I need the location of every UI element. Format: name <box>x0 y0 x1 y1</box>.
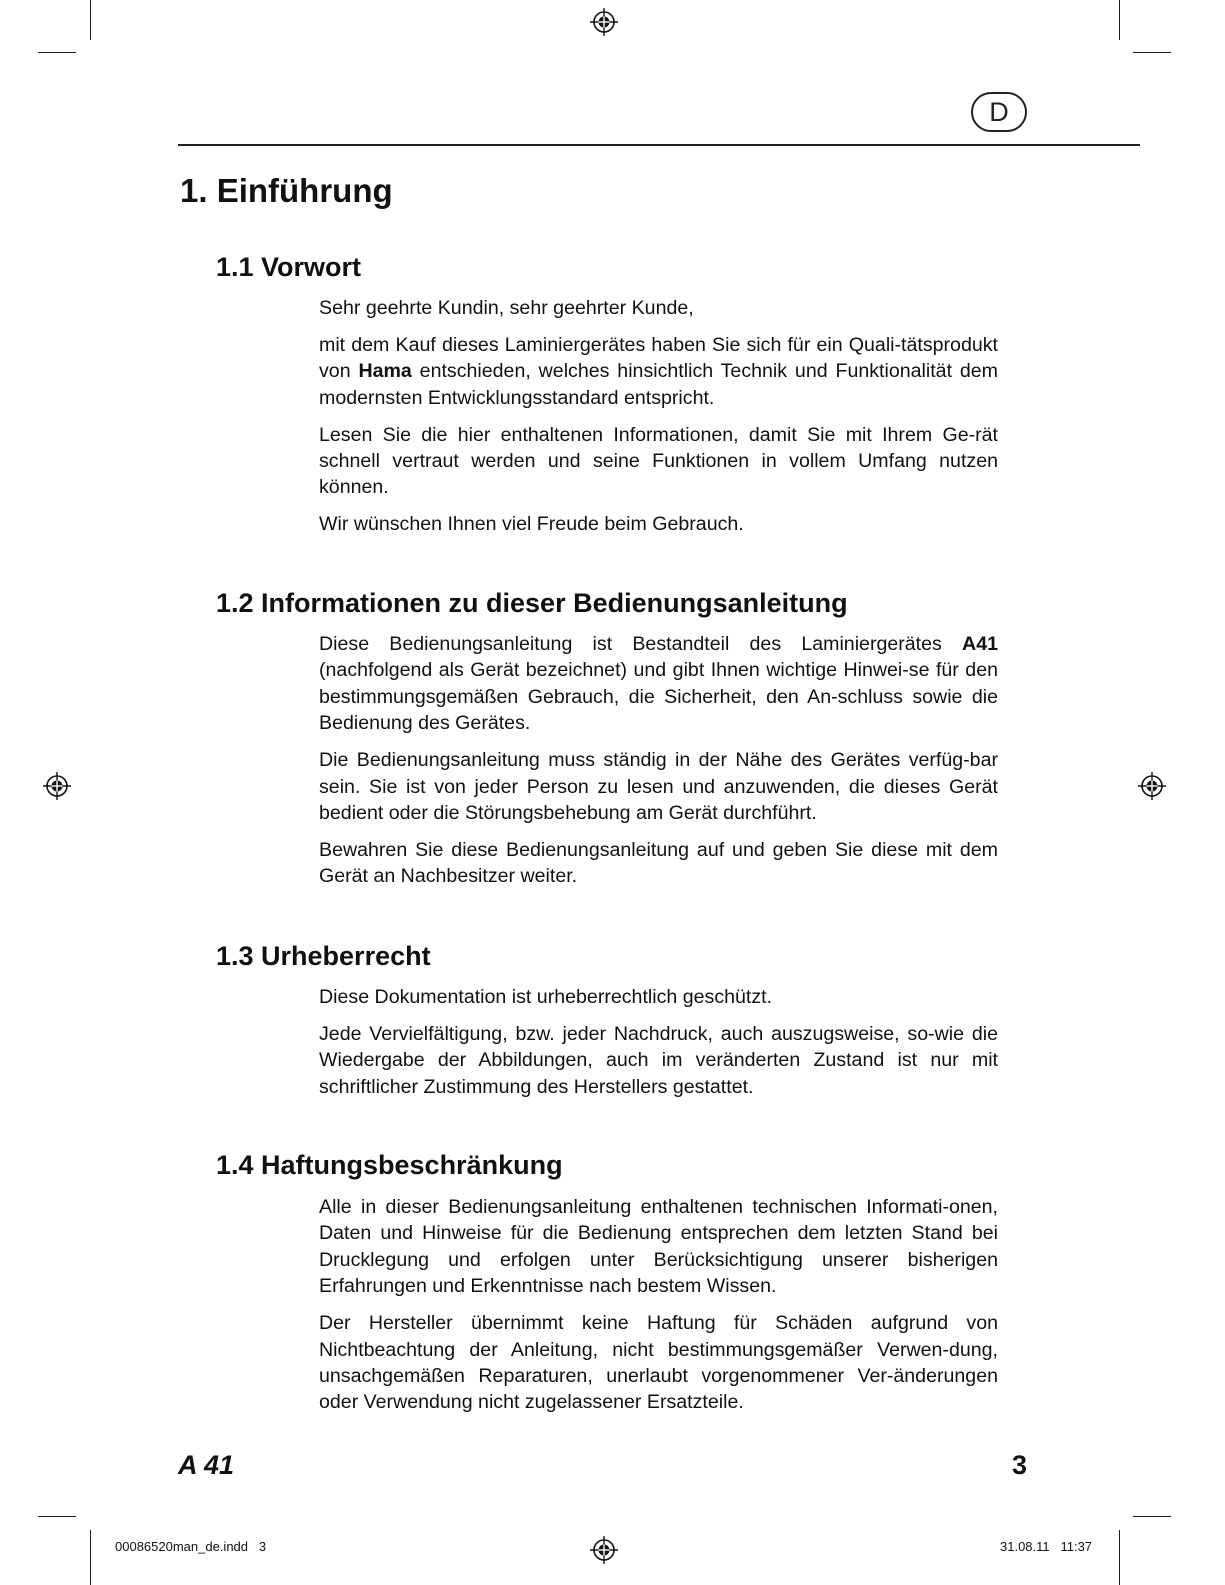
print-slug-filename: 00086520man_de.indd 3 <box>115 1539 267 1554</box>
print-slug-datetime: 31.08.11 11:37 <box>1000 1539 1093 1554</box>
brand-name: Hama <box>358 360 412 383</box>
crop-mark-bottom-right-vertical <box>1119 1530 1120 1585</box>
section-heading-haftung: 1.4 Haftungsbeschränkung <box>216 1150 563 1180</box>
footer-model-name: A 41 <box>178 1450 235 1480</box>
model-name: A41 <box>962 633 998 655</box>
chapter-title: 1. Einführung <box>180 172 393 209</box>
registration-mark-icon <box>43 772 71 800</box>
paragraph: Sehr geehrte Kundin, sehr geehrter Kunde, <box>319 297 694 319</box>
crop-mark-top-left-horizontal <box>38 52 76 53</box>
paragraph: Diese Bedienungsanleitung ist Bestandteil des Laminiergerätes A41 (nachfolgend als Gerät bezeichnet) und gibt Ihnen wichtige Hinwei-se für den bestimmungsgemäßen Gebrauch, die Sicherheit, den An-schluss sowie die Bedienung des Gerätes. <box>319 633 998 735</box>
paragraph: Die Bedienungsanleitung muss ständig in der Nähe des Gerätes verfüg-bar sein. Sie ist von jeder Person zu lesen und anzuwenden, die dieses Gerät bedient oder die Störungsbehebung am Gerät durchführt. <box>319 749 998 824</box>
registration-mark-icon <box>1138 772 1166 800</box>
crop-mark-top-left-vertical <box>90 0 91 40</box>
crop-mark-bottom-left-horizontal <box>38 1516 76 1517</box>
paragraph: Alle in dieser Bedienungsanleitung enthaltenen technischen Informati-onen, Daten und Hinweise für die Bedienung entsprechen dem letzten Stand bei Drucklegung und erfolgen unter Berücksichtigung unserer bisherigen Erfahrungen und Erkenntnisse nach bestem Wissen. <box>319 1196 998 1298</box>
language-badge: D <box>971 92 1027 132</box>
header-rule <box>178 144 1140 146</box>
crop-mark-top-right-horizontal <box>1133 52 1171 53</box>
paragraph: Lesen Sie die hier enthaltenen Informationen, damit Sie mit Ihrem Ge-rät schnell vertraut werden und seine Funktionen in vollem Umfang nutzen können. <box>319 423 998 499</box>
crop-mark-bottom-left-vertical <box>90 1530 91 1585</box>
paragraph: Jede Vervielfältigung, bzw. jeder Nachdruck, auch auszugsweise, so-wie die Wiedergabe der Abbildungen, auch im veränderten Zustand ist nur mit schriftlicher Zustimmung des Herstellers gestattet. <box>319 1022 998 1098</box>
section-heading-vorwort: 1.1 Vorwort <box>216 252 362 282</box>
registration-mark-icon <box>590 1536 618 1564</box>
registration-mark-icon <box>590 8 618 36</box>
section-body-haftung <box>319 1194 998 1426</box>
paragraph: mit dem Kauf dieses Laminiergerätes haben Sie sich für ein Quali-tätsprodukt von Hama entschieden, welches hinsichtlich Technik und Funktionalität dem modernsten Entwicklungsstandard entspricht. <box>319 333 998 409</box>
crop-mark-bottom-right-horizontal <box>1133 1516 1171 1517</box>
paragraph: Der Hersteller übernimmt keine Haftung für Schäden aufgrund von Nichtbeachtung der Anleitung, nicht bestimmungsgemäßer Verwen-dung, unsachgemäßen Reparaturen, unerlaubt vorgenommener Ver-änderungen oder Verwendung nicht zugelassener Ersatzteile. <box>319 1312 998 1414</box>
paragraph: Diese Dokumentation ist urheberrechtlich geschützt. <box>319 986 773 1008</box>
paragraph: Wir wünschen Ihnen viel Freude beim Gebrauch. <box>319 513 744 536</box>
section-heading-urheberrecht: 1.3 Urheberrecht <box>216 941 431 971</box>
section-heading-informationen: 1.2 Informationen zu dieser Bedienungsanleitung <box>216 588 848 618</box>
section-body-vorwort <box>319 295 998 548</box>
page-number: 3 <box>1012 1450 1028 1480</box>
section-body-urheberrecht <box>319 984 998 1111</box>
paragraph: Bewahren Sie diese Bedienungsanleitung auf und geben Sie diese mit dem Gerät an Nachbesitzer weiter. <box>319 838 998 888</box>
section-body-informationen <box>319 631 998 900</box>
crop-mark-top-right-vertical <box>1119 0 1120 40</box>
